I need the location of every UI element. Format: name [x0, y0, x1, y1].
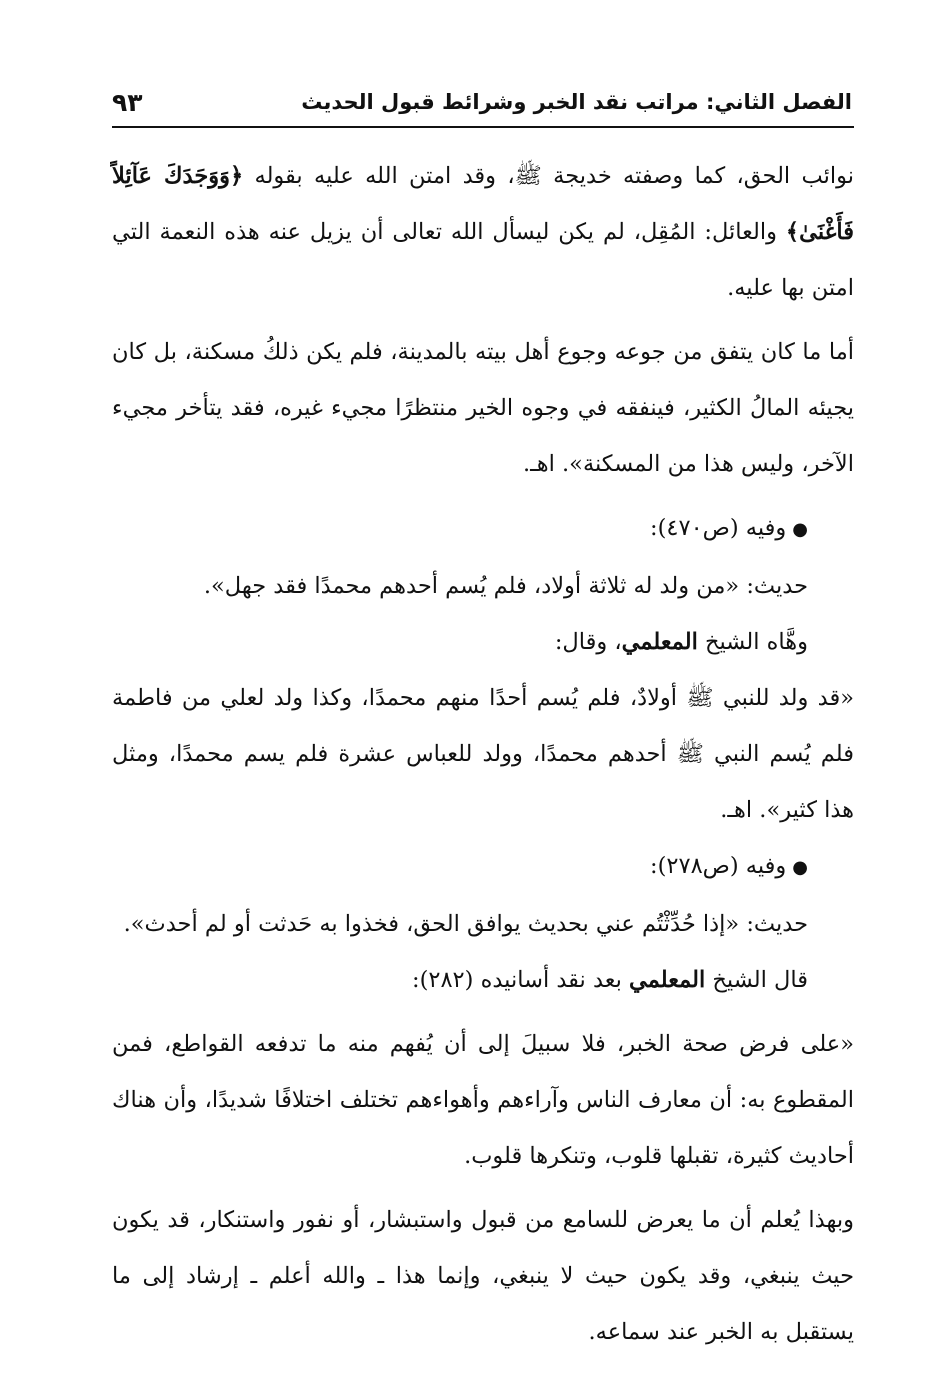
quran-verse: ﴿وَوَجَدَكَ عَآئِلاً فَأَغْنَىٰ﴾	[112, 163, 854, 245]
bullet-icon: ●	[792, 857, 808, 878]
spacer	[112, 1184, 854, 1192]
qala-line	[112, 952, 854, 1008]
page-body	[112, 148, 854, 1360]
page-number: ٩٣	[112, 87, 143, 117]
spacer	[112, 492, 854, 500]
bullet-icon: ●	[792, 519, 808, 540]
paragraph-3: «قد ولد للنبي ﷺ أولادٌ، فلم يُسم أحدًا منهم محمدًا، وكذا ولد لعلي من فاطمة فلم يُسم النبي ﷺ أحدهم محمدًا، وولد للعباس عشرة فلم يسم محمدًا، ومثل هذا كثير». اهـ.	[112, 685, 854, 823]
waha-text-b: ، وقال:	[554, 629, 622, 655]
bullet-2-text: وفيه (ص٢٧٨):	[650, 853, 787, 879]
bullet-1	[112, 500, 854, 558]
waha-text-a: وهَّاه الشيخ	[697, 629, 808, 655]
paragraph-1	[112, 148, 854, 316]
spacer	[112, 1008, 854, 1016]
running-header	[112, 84, 852, 120]
bullet-1-text: وفيه (ص٤٧٠):	[650, 515, 787, 541]
paragraph-1-text-a: نوائب الحق، كما وصفته خديجة ﷺ، وقد امتن الله عليه بقوله	[243, 163, 855, 189]
scholar-name: المعلمي	[629, 967, 706, 993]
paragraph-5: وبهذا يُعلم أن ما يعرض للسامع من قبول واستبشار، أو نفور واستنكار، قد يكون حيث ينبغي، وقد يكون حيث لا ينبغي، وإنما هذا ـ والله أعلم ـ إرشاد إلى ما يستقبل به الخبر عند سماعه.	[112, 1207, 854, 1345]
paragraph-1-text-b: والعائل: المُقِل، لم يكن ليسأل الله تعالى أن يزيل عنه هذه النعمة التي امتن بها عليه.	[112, 219, 854, 301]
paragraph-2: أما ما كان يتفق من جوعه وجوع أهل بيته بالمدينة، فلم يكن ذلكُ مسكنة، بل كان يجيئه المالُ الكثير، فينفقه في وجوه الخير منتظرًا مجيء غيره، فقد يتأخر مجيء الآخر، وليس هذا من المسكنة». اهـ.	[112, 339, 854, 477]
spacer	[112, 316, 854, 324]
qala-text-b: بعد نقد أسانيده (٢٨٢):	[412, 967, 630, 993]
waha-line	[112, 614, 854, 670]
qala-text-a: قال الشيخ	[705, 967, 808, 993]
scholar-name: المعلمي	[621, 629, 698, 655]
hadith-2: حديث: «إذا حُدِّثْتُم عني بحديث يوافق الحق، فخذوا به حَدثت أو لم أحدث».	[123, 911, 808, 937]
hadith-1: حديث: «من ولد له ثلاثة أولاد، فلم يُسم أحدهم محمدًا فقد جهل».	[203, 573, 808, 599]
chapter-title: الفصل الثاني: مراتب نقد الخبر وشرائط قبول الحديث	[301, 90, 852, 114]
paragraph-4: «على فرض صحة الخبر، فلا سبيلَ إلى أن يُفهم منه ما تدفعه القواطع، فمن المقطوع به: أن معارف الناس وآراءهم وأهواءهم تختلف اختلافًا شديدًا، وأن هناك أحاديث كثيرة، تقبلها قلوب، وتنكرها قلوب.	[112, 1031, 854, 1169]
bullet-2	[112, 838, 854, 896]
header-rule	[112, 126, 854, 128]
